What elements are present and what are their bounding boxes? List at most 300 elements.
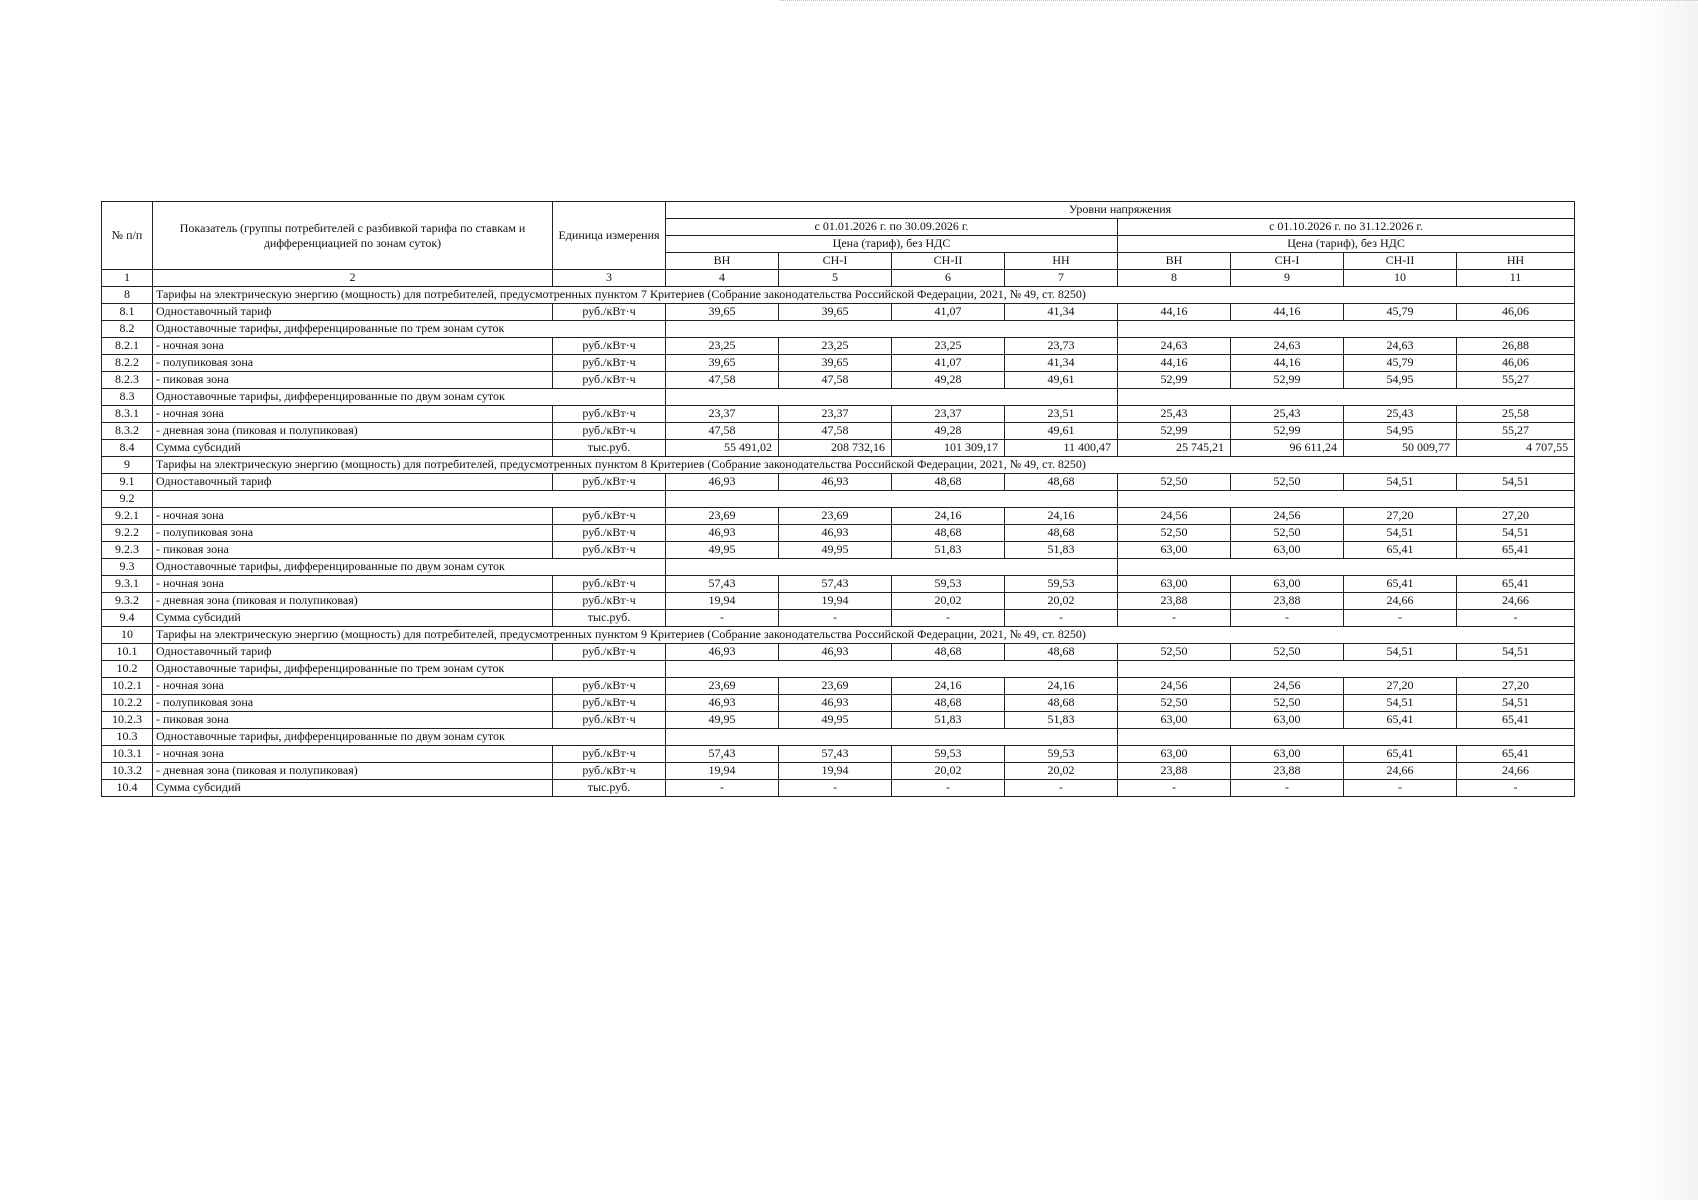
value-cell: 63,00 bbox=[1118, 746, 1231, 763]
value-cell: 65,41 bbox=[1457, 712, 1575, 729]
row-number: 10.2 bbox=[102, 661, 153, 678]
value-cell: 19,94 bbox=[666, 593, 779, 610]
header-level: НН bbox=[1005, 253, 1118, 270]
section-row bbox=[102, 627, 1575, 644]
value-cell: 65,41 bbox=[1344, 576, 1457, 593]
section-row bbox=[102, 457, 1575, 474]
value-cell: 19,94 bbox=[779, 593, 892, 610]
column-index: 8 bbox=[1118, 270, 1231, 287]
value-cell: 52,50 bbox=[1118, 474, 1231, 491]
value-cell: 44,16 bbox=[1231, 355, 1344, 372]
value-cell: 25,43 bbox=[1344, 406, 1457, 423]
value-cell: 46,93 bbox=[779, 474, 892, 491]
value-cell: 48,68 bbox=[1005, 525, 1118, 542]
value-cell: 24,56 bbox=[1231, 678, 1344, 695]
table-row bbox=[102, 763, 1575, 780]
empty-cell bbox=[1118, 491, 1575, 508]
empty-cell bbox=[666, 729, 1118, 746]
table-row bbox=[102, 593, 1575, 610]
table-row bbox=[102, 474, 1575, 491]
value-cell: 49,95 bbox=[666, 542, 779, 559]
column-index: 4 bbox=[666, 270, 779, 287]
unit-cell: руб./кВт·ч bbox=[553, 423, 666, 440]
empty-cell bbox=[666, 491, 1118, 508]
value-cell: 101 309,17 bbox=[892, 440, 1005, 457]
value-cell: 55,27 bbox=[1457, 372, 1575, 389]
value-cell: 24,66 bbox=[1344, 763, 1457, 780]
column-index: 10 bbox=[1344, 270, 1457, 287]
value-cell: 49,61 bbox=[1005, 372, 1118, 389]
value-cell: 24,66 bbox=[1457, 763, 1575, 780]
value-cell: 26,88 bbox=[1457, 338, 1575, 355]
empty-cell bbox=[1118, 389, 1575, 406]
value-cell: 24,66 bbox=[1457, 593, 1575, 610]
tariff-table bbox=[101, 201, 1575, 797]
value-cell: - bbox=[892, 610, 1005, 627]
value-cell: 46,06 bbox=[1457, 304, 1575, 321]
value-cell: 65,41 bbox=[1457, 576, 1575, 593]
value-cell: 46,06 bbox=[1457, 355, 1575, 372]
unit-cell: руб./кВт·ч bbox=[553, 508, 666, 525]
row-number: 9.2.3 bbox=[102, 542, 153, 559]
value-cell: 23,25 bbox=[779, 338, 892, 355]
value-cell: 23,25 bbox=[892, 338, 1005, 355]
column-index: 5 bbox=[779, 270, 892, 287]
header-level: СН-I bbox=[1231, 253, 1344, 270]
value-cell: 65,41 bbox=[1457, 746, 1575, 763]
indicator-name: - ночная зона bbox=[153, 678, 553, 695]
value-cell: 23,25 bbox=[666, 338, 779, 355]
table-row bbox=[102, 372, 1575, 389]
value-cell: 63,00 bbox=[1118, 542, 1231, 559]
value-cell: 59,53 bbox=[892, 746, 1005, 763]
value-cell: 44,16 bbox=[1231, 304, 1344, 321]
row-number: 10.2.2 bbox=[102, 695, 153, 712]
unit-cell: руб./кВт·ч bbox=[553, 474, 666, 491]
column-index: 1 bbox=[102, 270, 153, 287]
header-period-1: с 01.01.2026 г. по 30.09.2026 г. bbox=[666, 219, 1118, 236]
header-price-label-1: Цена (тариф), без НДС bbox=[666, 236, 1118, 253]
value-cell: 48,68 bbox=[1005, 474, 1118, 491]
column-index: 6 bbox=[892, 270, 1005, 287]
value-cell: 65,41 bbox=[1344, 542, 1457, 559]
value-cell: - bbox=[1457, 780, 1575, 797]
value-cell: 23,69 bbox=[779, 508, 892, 525]
value-cell: 52,50 bbox=[1118, 525, 1231, 542]
unit-cell: тыс.руб. bbox=[553, 610, 666, 627]
value-cell: - bbox=[1005, 610, 1118, 627]
value-cell: 46,93 bbox=[779, 525, 892, 542]
value-cell: 23,88 bbox=[1118, 593, 1231, 610]
group-row bbox=[102, 321, 1575, 338]
value-cell: 23,88 bbox=[1231, 593, 1344, 610]
value-cell: 48,68 bbox=[892, 525, 1005, 542]
unit-cell: руб./кВт·ч bbox=[553, 593, 666, 610]
scan-artifact-edge bbox=[1638, 0, 1698, 1200]
unit-cell: руб./кВт·ч bbox=[553, 406, 666, 423]
table-row bbox=[102, 610, 1575, 627]
group-row bbox=[102, 729, 1575, 746]
value-cell: 23,37 bbox=[892, 406, 1005, 423]
value-cell: 55,27 bbox=[1457, 423, 1575, 440]
value-cell: 52,50 bbox=[1118, 695, 1231, 712]
value-cell: 54,51 bbox=[1344, 474, 1457, 491]
header-period-2: с 01.10.2026 г. по 31.12.2026 г. bbox=[1118, 219, 1575, 236]
header-level: ВН bbox=[666, 253, 779, 270]
value-cell: 54,51 bbox=[1344, 525, 1457, 542]
table-row bbox=[102, 338, 1575, 355]
value-cell: 51,83 bbox=[1005, 542, 1118, 559]
unit-cell: руб./кВт·ч bbox=[553, 355, 666, 372]
group-title bbox=[153, 491, 666, 508]
value-cell: - bbox=[1344, 780, 1457, 797]
table-row bbox=[102, 780, 1575, 797]
value-cell: 11 400,47 bbox=[1005, 440, 1118, 457]
row-number: 9 bbox=[102, 457, 153, 474]
value-cell: - bbox=[892, 780, 1005, 797]
empty-cell bbox=[666, 389, 1118, 406]
value-cell: 50 009,77 bbox=[1344, 440, 1457, 457]
value-cell: 39,65 bbox=[666, 304, 779, 321]
value-cell: 52,50 bbox=[1231, 474, 1344, 491]
row-number: 9.2.2 bbox=[102, 525, 153, 542]
row-number: 8.2 bbox=[102, 321, 153, 338]
row-number: 10.1 bbox=[102, 644, 153, 661]
value-cell: 23,69 bbox=[666, 508, 779, 525]
value-cell: 46,93 bbox=[666, 525, 779, 542]
value-cell: 49,95 bbox=[779, 542, 892, 559]
table-row bbox=[102, 304, 1575, 321]
value-cell: 24,16 bbox=[892, 678, 1005, 695]
row-number: 8.2.3 bbox=[102, 372, 153, 389]
value-cell: 47,58 bbox=[779, 372, 892, 389]
group-title: Одноставочные тарифы, дифференцированные по двум зонам суток bbox=[153, 729, 666, 746]
value-cell: 65,41 bbox=[1344, 746, 1457, 763]
value-cell: 24,63 bbox=[1118, 338, 1231, 355]
table-header bbox=[102, 202, 1575, 287]
indicator-name: Сумма субсидий bbox=[153, 780, 553, 797]
unit-cell: руб./кВт·ч bbox=[553, 746, 666, 763]
unit-cell: руб./кВт·ч bbox=[553, 576, 666, 593]
section-row bbox=[102, 287, 1575, 304]
value-cell: 57,43 bbox=[666, 576, 779, 593]
value-cell: 20,02 bbox=[892, 593, 1005, 610]
value-cell: 25 745,21 bbox=[1118, 440, 1231, 457]
row-number: 10.2.1 bbox=[102, 678, 153, 695]
group-row bbox=[102, 389, 1575, 406]
value-cell: 57,43 bbox=[779, 576, 892, 593]
value-cell: 39,65 bbox=[779, 355, 892, 372]
value-cell: 25,58 bbox=[1457, 406, 1575, 423]
value-cell: 63,00 bbox=[1231, 746, 1344, 763]
header-level: НН bbox=[1457, 253, 1575, 270]
value-cell: 20,02 bbox=[1005, 593, 1118, 610]
indicator-name: - дневная зона (пиковая и полупиковая) bbox=[153, 763, 553, 780]
unit-cell: тыс.руб. bbox=[553, 440, 666, 457]
value-cell: 25,43 bbox=[1118, 406, 1231, 423]
value-cell: 52,50 bbox=[1118, 644, 1231, 661]
indicator-name: Сумма субсидий bbox=[153, 440, 553, 457]
value-cell: 51,83 bbox=[1005, 712, 1118, 729]
value-cell: 24,56 bbox=[1231, 508, 1344, 525]
indicator-name: - полупиковая зона bbox=[153, 525, 553, 542]
scan-artifact-top bbox=[780, 0, 1698, 5]
value-cell: 65,41 bbox=[1344, 712, 1457, 729]
indicator-name: - дневная зона (пиковая и полупиковая) bbox=[153, 593, 553, 610]
value-cell: 52,99 bbox=[1231, 423, 1344, 440]
value-cell: 51,83 bbox=[892, 712, 1005, 729]
value-cell: - bbox=[1118, 610, 1231, 627]
header-level: СН-II bbox=[892, 253, 1005, 270]
row-number: 9.4 bbox=[102, 610, 153, 627]
value-cell: 23,88 bbox=[1118, 763, 1231, 780]
value-cell: 49,28 bbox=[892, 372, 1005, 389]
row-number: 10.3 bbox=[102, 729, 153, 746]
value-cell: 63,00 bbox=[1231, 576, 1344, 593]
indicator-name: - дневная зона (пиковая и полупиковая) bbox=[153, 423, 553, 440]
header-indicator: Показатель (группы потребителей с разбивкой тарифа по ставкам и дифференциацией по зонам суток) bbox=[153, 202, 553, 270]
column-index: 9 bbox=[1231, 270, 1344, 287]
value-cell: 54,95 bbox=[1344, 372, 1457, 389]
unit-cell: руб./кВт·ч bbox=[553, 712, 666, 729]
value-cell: 47,58 bbox=[779, 423, 892, 440]
row-number: 9.2 bbox=[102, 491, 153, 508]
row-number: 9.3.2 bbox=[102, 593, 153, 610]
value-cell: 23,37 bbox=[666, 406, 779, 423]
row-number: 10 bbox=[102, 627, 153, 644]
value-cell: 24,16 bbox=[1005, 678, 1118, 695]
empty-cell bbox=[1118, 321, 1575, 338]
value-cell: 41,07 bbox=[892, 355, 1005, 372]
indicator-name: - ночная зона bbox=[153, 746, 553, 763]
row-number: 9.3.1 bbox=[102, 576, 153, 593]
value-cell: 23,69 bbox=[666, 678, 779, 695]
header-level: СН-II bbox=[1344, 253, 1457, 270]
value-cell: 52,50 bbox=[1231, 644, 1344, 661]
value-cell: 39,65 bbox=[666, 355, 779, 372]
table-row bbox=[102, 542, 1575, 559]
section-title: Тарифы на электрическую энергию (мощность) для потребителей, предусмотренных пунктом 9 Критериев (Собрание законодательства Российской Федерации, 2021, № 49, ст. 8250) bbox=[153, 627, 1575, 644]
group-row bbox=[102, 491, 1575, 508]
unit-cell: руб./кВт·ч bbox=[553, 763, 666, 780]
value-cell: 54,51 bbox=[1457, 695, 1575, 712]
header-level: ВН bbox=[1118, 253, 1231, 270]
column-index: 11 bbox=[1457, 270, 1575, 287]
row-number: 8.3.1 bbox=[102, 406, 153, 423]
table-row bbox=[102, 423, 1575, 440]
header-num: № п/п bbox=[102, 202, 153, 270]
row-number: 9.2.1 bbox=[102, 508, 153, 525]
value-cell: 55 491,02 bbox=[666, 440, 779, 457]
value-cell: 52,99 bbox=[1118, 372, 1231, 389]
value-cell: 20,02 bbox=[892, 763, 1005, 780]
empty-cell bbox=[666, 661, 1118, 678]
value-cell: 45,79 bbox=[1344, 355, 1457, 372]
value-cell: 45,79 bbox=[1344, 304, 1457, 321]
value-cell: 27,20 bbox=[1457, 508, 1575, 525]
table-row bbox=[102, 576, 1575, 593]
column-index: 2 bbox=[153, 270, 553, 287]
value-cell: 59,53 bbox=[1005, 746, 1118, 763]
value-cell: 27,20 bbox=[1344, 508, 1457, 525]
value-cell: 23,69 bbox=[779, 678, 892, 695]
header-unit: Единица измерения bbox=[553, 202, 666, 270]
indicator-name: Одноставочный тариф bbox=[153, 644, 553, 661]
value-cell: 46,93 bbox=[779, 695, 892, 712]
empty-cell bbox=[666, 559, 1118, 576]
empty-cell bbox=[1118, 559, 1575, 576]
value-cell: 57,43 bbox=[666, 746, 779, 763]
unit-cell: руб./кВт·ч bbox=[553, 678, 666, 695]
value-cell: 41,34 bbox=[1005, 304, 1118, 321]
group-title: Одноставочные тарифы, дифференцированные по двум зонам суток bbox=[153, 559, 666, 576]
row-number: 8.2.2 bbox=[102, 355, 153, 372]
unit-cell: руб./кВт·ч bbox=[553, 542, 666, 559]
value-cell: 23,73 bbox=[1005, 338, 1118, 355]
indicator-name: - ночная зона bbox=[153, 508, 553, 525]
value-cell: - bbox=[779, 780, 892, 797]
table-row bbox=[102, 678, 1575, 695]
table-row bbox=[102, 644, 1575, 661]
value-cell: 59,53 bbox=[1005, 576, 1118, 593]
value-cell: 41,34 bbox=[1005, 355, 1118, 372]
unit-cell: руб./кВт·ч bbox=[553, 695, 666, 712]
table-row bbox=[102, 746, 1575, 763]
value-cell: 46,93 bbox=[666, 695, 779, 712]
row-number: 8.4 bbox=[102, 440, 153, 457]
indicator-name: - ночная зона bbox=[153, 338, 553, 355]
value-cell: 48,68 bbox=[892, 474, 1005, 491]
value-cell: 24,56 bbox=[1118, 678, 1231, 695]
value-cell: 63,00 bbox=[1118, 576, 1231, 593]
value-cell: 63,00 bbox=[1231, 542, 1344, 559]
value-cell: 23,37 bbox=[779, 406, 892, 423]
row-number: 8.2.1 bbox=[102, 338, 153, 355]
value-cell: 52,50 bbox=[1231, 695, 1344, 712]
value-cell: - bbox=[1231, 610, 1344, 627]
value-cell: 63,00 bbox=[1118, 712, 1231, 729]
indicator-name: - ночная зона bbox=[153, 406, 553, 423]
value-cell: 49,61 bbox=[1005, 423, 1118, 440]
section-title: Тарифы на электрическую энергию (мощность) для потребителей, предусмотренных пунктом 8 Критериев (Собрание законодательства Российской Федерации, 2021, № 49, ст. 8250) bbox=[153, 457, 1575, 474]
header-price-label-2: Цена (тариф), без НДС bbox=[1118, 236, 1575, 253]
indicator-name: Сумма субсидий bbox=[153, 610, 553, 627]
header-level: СН-I bbox=[779, 253, 892, 270]
value-cell: 24,63 bbox=[1344, 338, 1457, 355]
value-cell: 19,94 bbox=[666, 763, 779, 780]
value-cell: 24,63 bbox=[1231, 338, 1344, 355]
value-cell: 54,51 bbox=[1457, 525, 1575, 542]
value-cell: - bbox=[1118, 780, 1231, 797]
table-row bbox=[102, 508, 1575, 525]
value-cell: 4 707,55 bbox=[1457, 440, 1575, 457]
value-cell: 24,56 bbox=[1118, 508, 1231, 525]
row-number: 8 bbox=[102, 287, 153, 304]
section-title: Тарифы на электрическую энергию (мощность) для потребителей, предусмотренных пунктом 7 Критериев (Собрание законодательства Российской Федерации, 2021, № 49, ст. 8250) bbox=[153, 287, 1575, 304]
group-row bbox=[102, 661, 1575, 678]
value-cell: 27,20 bbox=[1457, 678, 1575, 695]
indicator-name: - пиковая зона bbox=[153, 372, 553, 389]
value-cell: 24,16 bbox=[1005, 508, 1118, 525]
value-cell: 54,51 bbox=[1457, 474, 1575, 491]
value-cell: - bbox=[1457, 610, 1575, 627]
value-cell: 23,88 bbox=[1231, 763, 1344, 780]
value-cell: 48,68 bbox=[1005, 644, 1118, 661]
value-cell: 47,58 bbox=[666, 372, 779, 389]
value-cell: 57,43 bbox=[779, 746, 892, 763]
value-cell: 27,20 bbox=[1344, 678, 1457, 695]
unit-cell: тыс.руб. bbox=[553, 780, 666, 797]
unit-cell: руб./кВт·ч bbox=[553, 372, 666, 389]
unit-cell: руб./кВт·ч bbox=[553, 338, 666, 355]
row-number: 10.2.3 bbox=[102, 712, 153, 729]
table-row bbox=[102, 355, 1575, 372]
value-cell: 46,93 bbox=[666, 644, 779, 661]
indicator-name: Одноставочный тариф bbox=[153, 474, 553, 491]
value-cell: - bbox=[666, 780, 779, 797]
value-cell: - bbox=[666, 610, 779, 627]
empty-cell bbox=[666, 321, 1118, 338]
empty-cell bbox=[1118, 661, 1575, 678]
unit-cell: руб./кВт·ч bbox=[553, 525, 666, 542]
empty-cell bbox=[1118, 729, 1575, 746]
group-row bbox=[102, 559, 1575, 576]
value-cell: 23,51 bbox=[1005, 406, 1118, 423]
row-number: 10.4 bbox=[102, 780, 153, 797]
value-cell: - bbox=[1344, 610, 1457, 627]
indicator-name: - ночная зона bbox=[153, 576, 553, 593]
value-cell: 48,68 bbox=[892, 644, 1005, 661]
value-cell: 49,95 bbox=[779, 712, 892, 729]
value-cell: 54,51 bbox=[1344, 695, 1457, 712]
value-cell: - bbox=[1005, 780, 1118, 797]
group-title: Одноставочные тарифы, дифференцированные по двум зонам суток bbox=[153, 389, 666, 406]
value-cell: 96 611,24 bbox=[1231, 440, 1344, 457]
row-number: 10.3.2 bbox=[102, 763, 153, 780]
value-cell: 20,02 bbox=[1005, 763, 1118, 780]
value-cell: 54,51 bbox=[1344, 644, 1457, 661]
value-cell: 41,07 bbox=[892, 304, 1005, 321]
indicator-name: - пиковая зона bbox=[153, 542, 553, 559]
value-cell: 52,99 bbox=[1231, 372, 1344, 389]
subsidy-row bbox=[102, 440, 1575, 457]
row-number: 8.3 bbox=[102, 389, 153, 406]
column-index: 7 bbox=[1005, 270, 1118, 287]
row-number: 9.1 bbox=[102, 474, 153, 491]
value-cell: 52,50 bbox=[1231, 525, 1344, 542]
value-cell: 44,16 bbox=[1118, 355, 1231, 372]
unit-cell: руб./кВт·ч bbox=[553, 304, 666, 321]
value-cell: 49,95 bbox=[666, 712, 779, 729]
value-cell: 24,66 bbox=[1344, 593, 1457, 610]
unit-cell: руб./кВт·ч bbox=[553, 644, 666, 661]
value-cell: 48,68 bbox=[1005, 695, 1118, 712]
value-cell: 54,95 bbox=[1344, 423, 1457, 440]
table-row bbox=[102, 695, 1575, 712]
indicator-name: - полупиковая зона bbox=[153, 695, 553, 712]
value-cell: 48,68 bbox=[892, 695, 1005, 712]
row-number: 8.3.2 bbox=[102, 423, 153, 440]
table-row bbox=[102, 406, 1575, 423]
value-cell: 49,28 bbox=[892, 423, 1005, 440]
value-cell: 59,53 bbox=[892, 576, 1005, 593]
value-cell: - bbox=[779, 610, 892, 627]
table-row bbox=[102, 712, 1575, 729]
value-cell: 39,65 bbox=[779, 304, 892, 321]
row-number: 8.1 bbox=[102, 304, 153, 321]
column-index: 3 bbox=[553, 270, 666, 287]
value-cell: 63,00 bbox=[1231, 712, 1344, 729]
